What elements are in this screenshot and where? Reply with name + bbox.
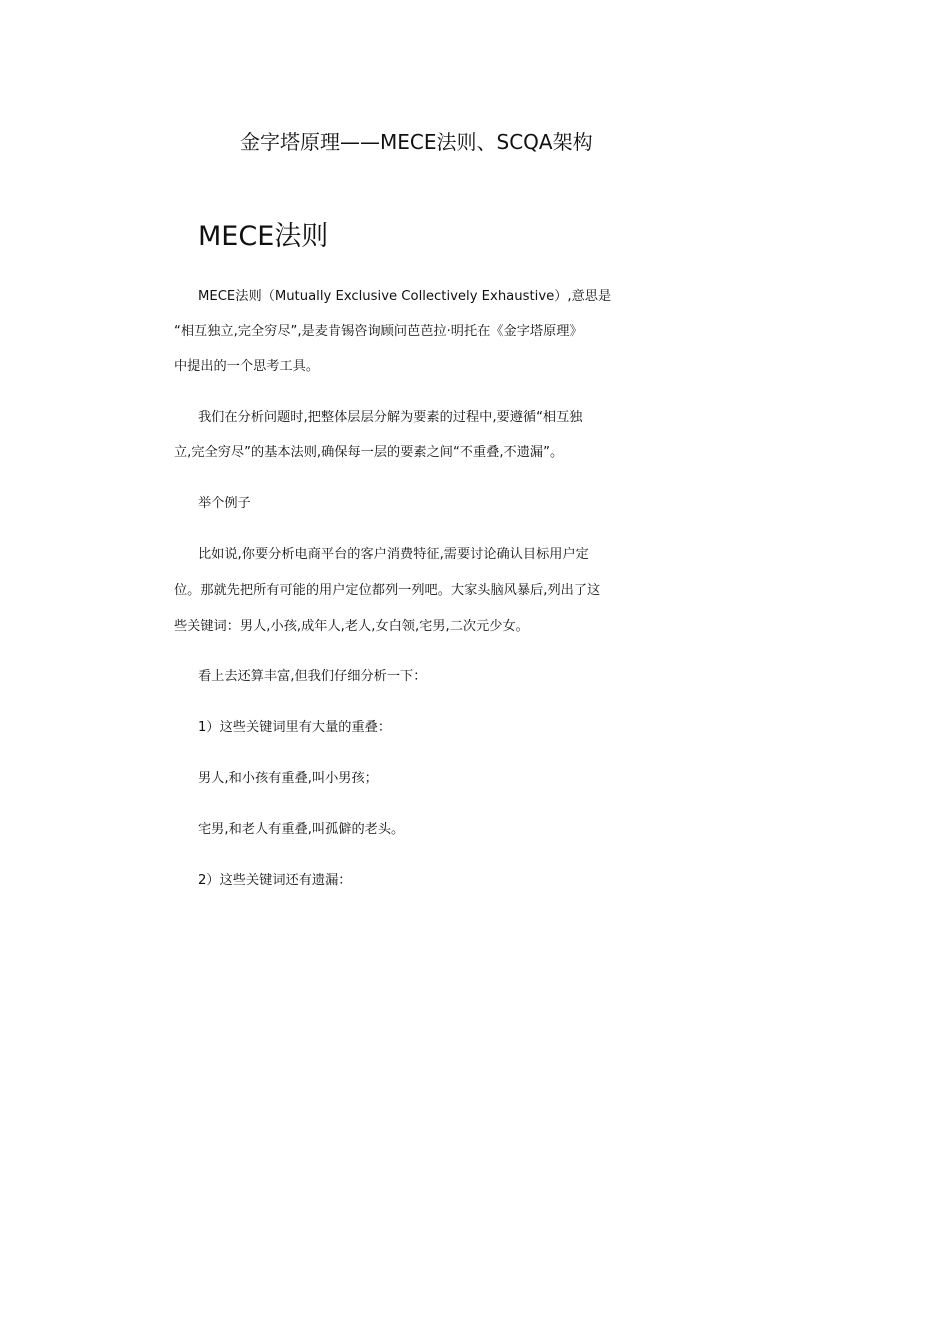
paragraph-example-line-1: 比如说,你要分析电商平台的客户消费特征,需要讨论确认目标用户定	[198, 547, 589, 562]
paragraph-example-line-3: 些关键词：男人,小孩,成年人,老人,女白领,宅男,二次元少女。	[174, 619, 529, 634]
paragraph-intro-line-3: 中提出的一个思考工具。	[174, 359, 320, 374]
overlap-example-2: 宅男,和老人有重叠,叫孤僻的老头。	[198, 822, 405, 837]
paragraph-example-heading: 举个例子	[198, 496, 251, 511]
paragraph-principle-line-1: 我们在分析问题时,把整体层层分解为要素的过程中,要遵循“相互独	[198, 410, 583, 425]
paragraph-intro-line-1: MECE法则（Mutually Exclusive Collectively Exhaustive）,意思是	[198, 289, 612, 304]
paragraph-example-line-2: 位。那就先把所有可能的用户定位都列一列吧。大家头脑风暴后,列出了这	[174, 583, 601, 598]
paragraph-principle-line-2: 立,完全穷尽”的基本法则,确保每一层的要素之间“不重叠,不遗漏”。	[174, 445, 564, 460]
list-item-overlap: 1）这些关键词里有大量的重叠：	[198, 720, 392, 735]
list-item-omission: 2）这些关键词还有遗漏：	[198, 873, 352, 888]
paragraph-analysis: 看上去还算丰富,但我们仔细分析一下：	[198, 669, 427, 684]
document-title: 金字塔原理——MECE法则、SCQA架构	[240, 130, 593, 154]
section-heading-mece: MECE法则	[198, 221, 329, 252]
overlap-example-1: 男人,和小孩有重叠,叫小男孩；	[198, 771, 378, 786]
paragraph-intro-line-2: “相互独立,完全穷尽”,是麦肯锡咨询顾问芭芭拉·明托在《金字塔原理》	[174, 324, 583, 339]
